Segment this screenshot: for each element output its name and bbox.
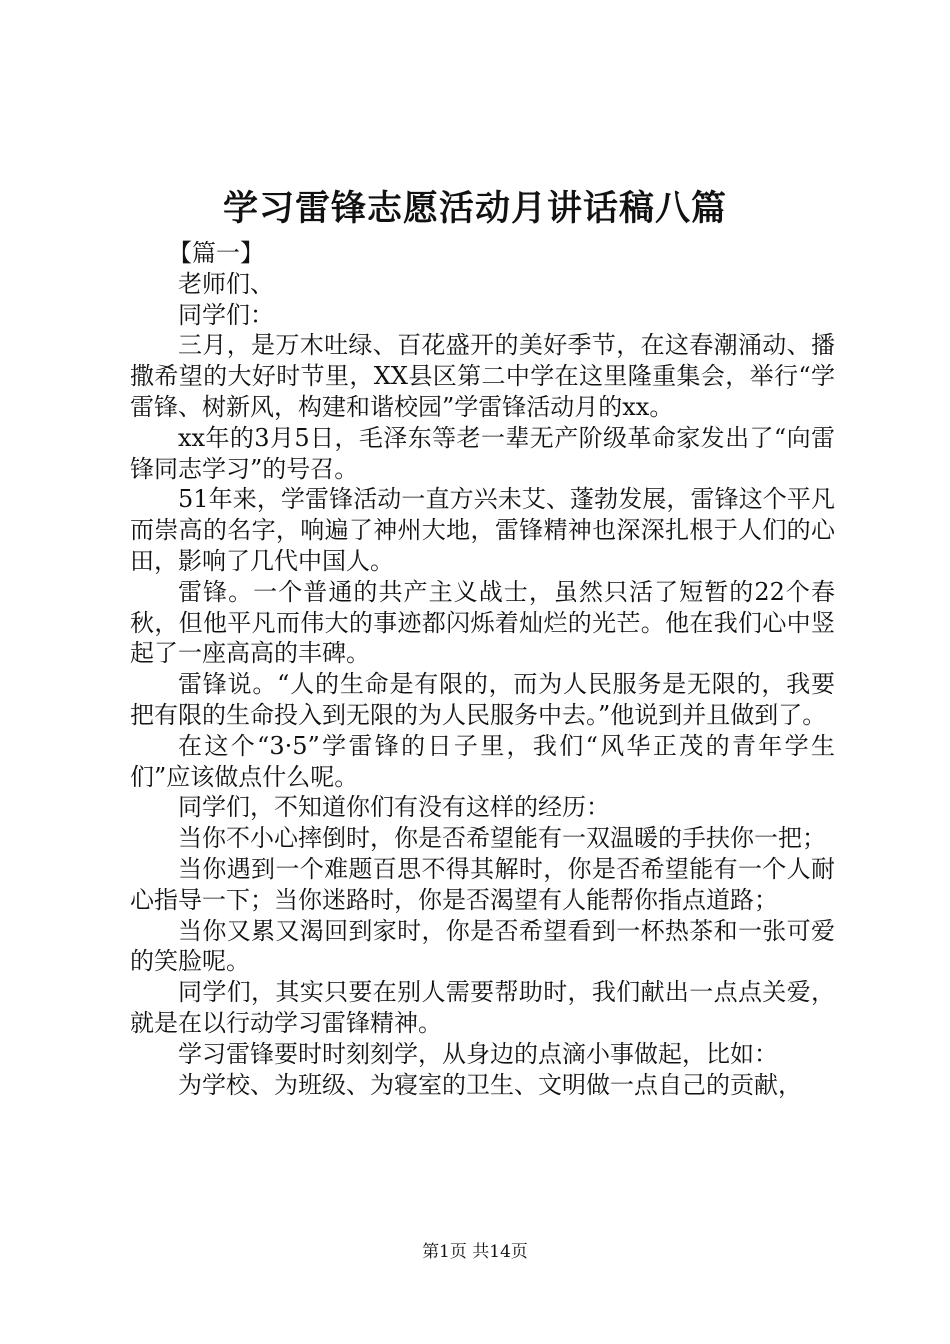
document-body: [130, 238, 835, 1100]
paragraph: 当你遇到一个难题百思不得其解时，你是否希望能有一个人耐心指导一下；当你迷路时，你是否渴望有人能帮你指点道路；: [130, 854, 835, 914]
section-heading: 【篇一】: [168, 239, 264, 267]
page-indicator: 第1页 共14页: [422, 1242, 528, 1262]
paragraph: 为学校、为班级、为寝室的卫生、文明做一点自己的贡献，: [178, 1070, 802, 1099]
paragraph: 雷锋。一个普通的共产主义战士，虽然只活了短暂的22个春秋，但他平凡而伟大的事迹都闪烁着灿烂的光芒。他在我们心中竖起了一座高高的丰碑。: [130, 577, 835, 668]
paragraph: 在这个“3·5”学雷锋的日子里，我们“风华正茂的青年学生们”应该做点什么呢。: [130, 731, 835, 791]
salutation-students: 同学们：: [178, 300, 274, 329]
paragraph: 51年来，学雷锋活动一直方兴未艾、蓬勃发展，雷锋这个平凡而崇高的名字，响遍了神州大地，雷锋精神也深深扎根于人们的心田，影响了几代中国人。: [130, 485, 835, 575]
paragraph: xx年的3月5日，毛泽东等老一辈无产阶级革命家发出了“向雷锋同志学习”的号召。: [130, 423, 835, 483]
paragraph: 学习雷锋要时时刻刻学，从身边的点滴小事做起，比如：: [178, 1039, 778, 1068]
document-title: 学习雷锋志愿活动月讲话稿八篇: [222, 188, 727, 229]
paragraph: 当你又累又渴回到家时，你是否希望看到一杯热茶和一张可爱的笑脸呢。: [130, 916, 835, 976]
paragraph: 同学们，不知道你们有没有这样的经历：: [178, 793, 610, 822]
paragraph: 当你不小心摔倒时，你是否希望能有一双温暖的手扶你一把；: [178, 824, 826, 853]
paragraph: 三月，是万木吐绿、百花盛开的美好季节，在这春潮涌动、播撒希望的大好时节里，XX县区第二中学在这里隆重集会，举行“学雷锋、树新风，构建和谐校园”学雷锋活动月的xx。: [130, 331, 835, 421]
paragraph: 雷锋说。“人的生命是有限的，而为人民服务是无限的，我要把有限的生命投入到无限的为人民服务中去。”他说到并且做到了。: [130, 670, 835, 729]
paragraph: 同学们，其实只要在别人需要帮助时，我们献出一点点关爱，就是在以行动学习雷锋精神。: [130, 978, 835, 1037]
salutation-teachers: 老师们、: [178, 269, 274, 298]
